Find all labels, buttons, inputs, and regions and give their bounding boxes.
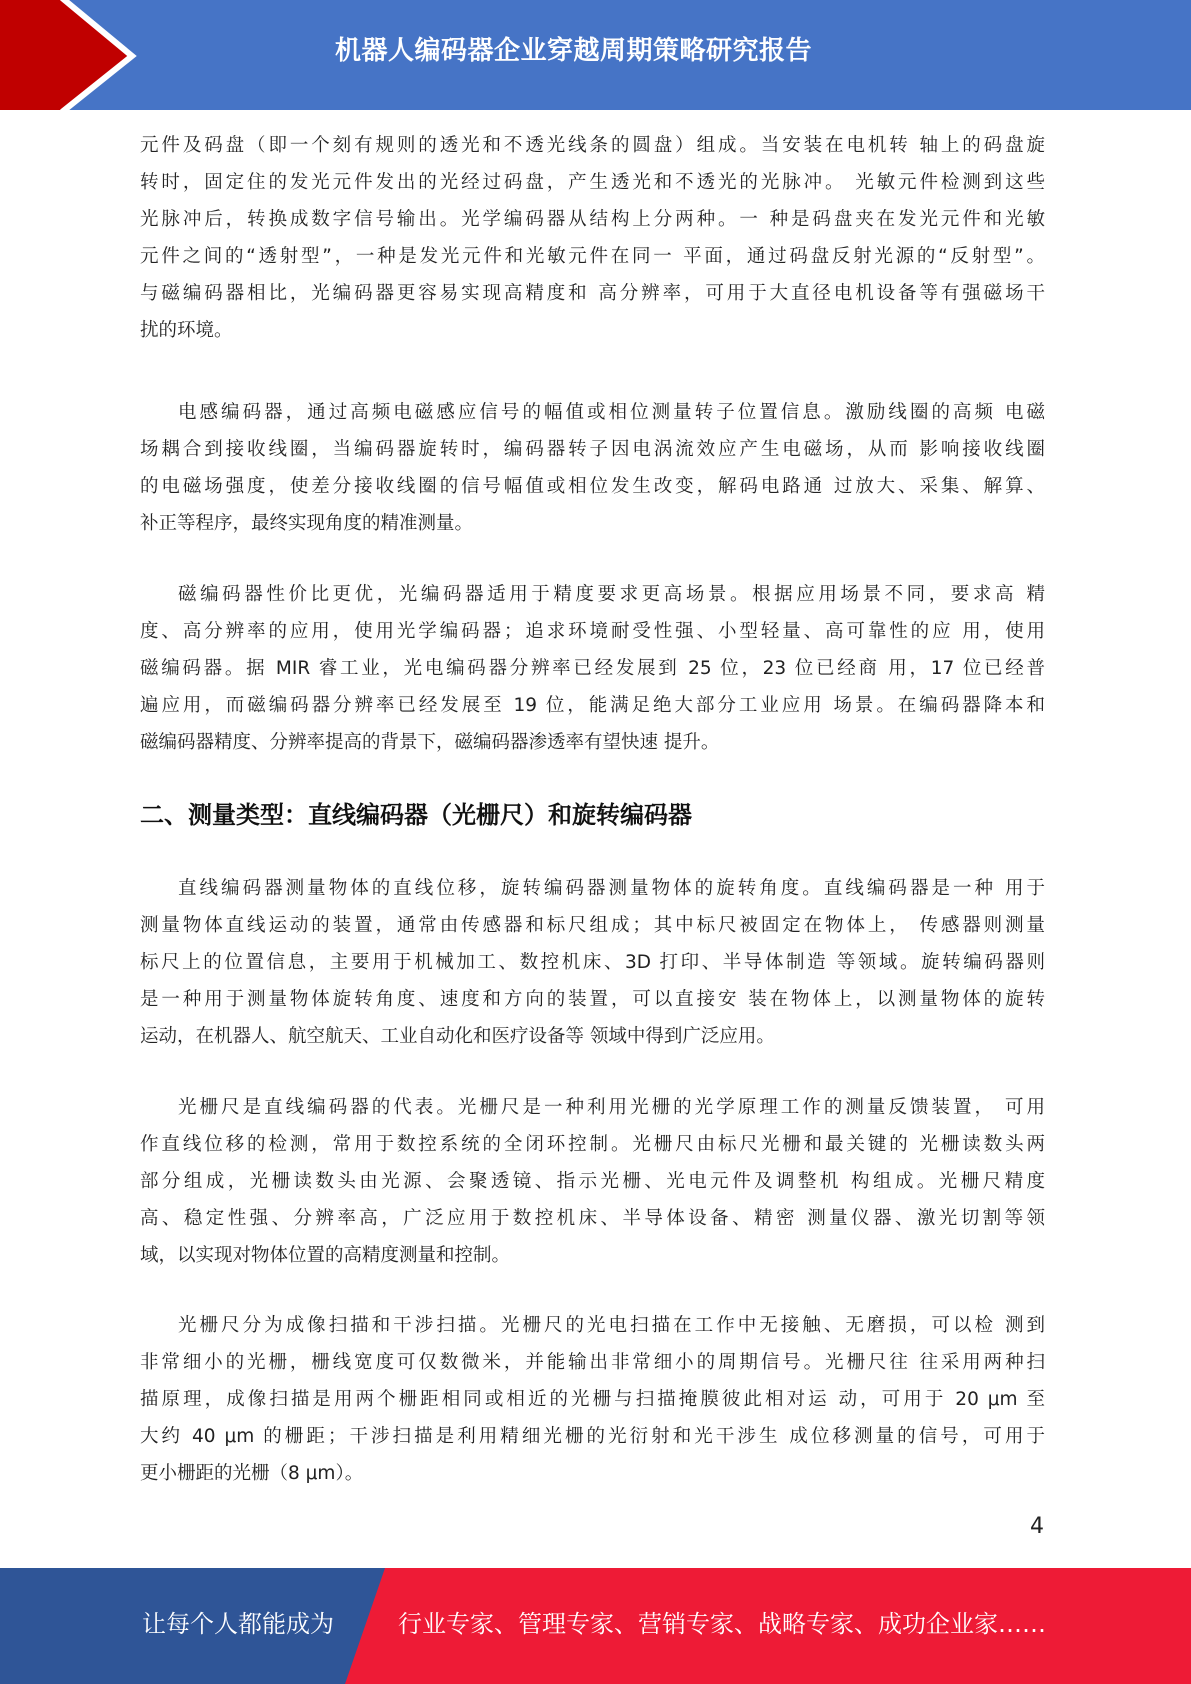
page-footer <box>0 1568 1191 1684</box>
text-line: 标尺上的位置信息，主要用于机械加工、数控机床、3D 打印、半导体制造 等领域。旋转编码器则 <box>140 952 1045 973</box>
footer-slogan-left: 让每个人都能成为 <box>142 1610 334 1638</box>
footer-slogan-right: 行业专家、管理专家、营销专家、战略专家、成功企业家…… <box>398 1610 1046 1638</box>
text-line: 更小栅距的光栅（8 μm）。 <box>140 1463 364 1484</box>
text-line: 元件及码盘（即一个刻有规则的透光和不透光线条的圆盘）组成。当安装在电机转 轴上的码盘旋 <box>140 135 1045 156</box>
paragraph <box>140 576 1045 761</box>
text-line: 磁编码器性价比更优，光编码器适用于精度要求更高场景。根据应用场景不同，要求高 精 <box>178 584 1045 605</box>
text-line: 补正等程序，最终实现角度的精准测量。 <box>140 513 474 534</box>
paragraph <box>140 127 1045 349</box>
text-line: 高、稳定性强、分辨率高，广泛应用于数控机床、半导体设备、精密 测量仪器、激光切割等领 <box>140 1208 1045 1229</box>
text-line: 大约 40 μm 的栅距；干涉扫描是利用精细光栅的光衍射和光干涉生 成位移测量的信号，可用于 <box>140 1426 1045 1447</box>
text-line: 转时，固定住的发光元件发出的光经过码盘，产生透光和不透光的光脉冲。 光敏元件检测到这些 <box>140 172 1045 193</box>
section-heading: 二、测量类型：直线编码器（光栅尺）和旋转编码器 <box>140 801 692 829</box>
text-line: 描原理，成像扫描是用两个栅距相同或相近的光栅与扫描掩膜彼此相对运 动，可用于 20 μm 至 <box>140 1389 1045 1410</box>
report-title: 机器人编码器企业穿越周期策略研究报告 <box>335 36 813 66</box>
page-number: 4 <box>1030 1514 1044 1539</box>
text-line: 非常细小的光栅，栅线宽度可仅数微米，并能输出非常细小的周期信号。光栅尺往 往采用两种扫 <box>140 1352 1045 1373</box>
text-line: 遍应用，而磁编码器分辨率已经发展至 19 位，能满足绝大部分工业应用 场景。在编码器降本和 <box>140 695 1045 716</box>
text-line: 度、高分辨率的应用，使用光学编码器；追求环境耐受性强、小型轻量、高可靠性的应 用，使用 <box>140 621 1045 642</box>
text-line: 磁编码器精度、分辨率提高的背景下，磁编码器渗透率有望快速 提升。 <box>140 732 720 753</box>
text-line: 扰的环境。 <box>140 320 233 341</box>
text-line: 是一种用于测量物体旋转角度、速度和方向的装置，可以直接安 装在物体上，以测量物体的旋转 <box>140 989 1045 1010</box>
paragraph <box>140 870 1045 1055</box>
text-line: 与磁编码器相比，光编码器更容易实现高精度和 高分辨率，可用于大直径电机设备等有强磁场干 <box>140 283 1045 304</box>
paragraph <box>140 1089 1045 1274</box>
header-arrow-decoration <box>0 0 180 110</box>
text-line: 作直线位移的检测，常用于数控系统的全闭环控制。光栅尺由标尺光栅和最关键的 光栅读数头两 <box>140 1134 1045 1155</box>
paragraph <box>140 394 1045 542</box>
text-line: 域，以实现对物体位置的高精度测量和控制。 <box>140 1245 511 1266</box>
text-line: 光栅尺是直线编码器的代表。光栅尺是一种利用光栅的光学原理工作的测量反馈装置， 可用 <box>178 1097 1045 1118</box>
text-line: 光脉冲后，转换成数字信号输出。光学编码器从结构上分两种。一 种是码盘夹在发光元件和光敏 <box>140 209 1045 230</box>
text-line: 运动，在机器人、航空航天、工业自动化和医疗设备等 领域中得到广泛应用。 <box>140 1026 775 1047</box>
page-header <box>0 0 1191 110</box>
text-line: 场耦合到接收线圈，当编码器旋转时，编码器转子因电涡流效应产生电磁场，从而 影响接收线圈 <box>140 439 1045 460</box>
text-line: 元件之间的“透射型”，一种是发光元件和光敏元件在同一 平面，通过码盘反射光源的“反射型”。 <box>140 246 1045 267</box>
text-line: 部分组成，光栅读数头由光源、会聚透镜、指示光栅、光电元件及调整机 构组成。光栅尺精度 <box>140 1171 1045 1192</box>
text-line: 直线编码器测量物体的直线位移，旋转编码器测量物体的旋转角度。直线编码器是一种 用于 <box>178 878 1045 899</box>
paragraph <box>140 1307 1045 1492</box>
text-line: 电感编码器，通过高频电磁感应信号的幅值或相位测量转子位置信息。激励线圈的高频 电磁 <box>178 402 1045 423</box>
text-line: 光栅尺分为成像扫描和干涉扫描。光栅尺的光电扫描在工作中无接触、无磨损，可以检 测到 <box>178 1315 1045 1336</box>
text-line: 测量物体直线运动的装置，通常由传感器和标尺组成；其中标尺被固定在物体上， 传感器则测量 <box>140 915 1045 936</box>
text-line: 磁编码器。据 MIR 睿工业，光电编码器分辨率已经发展到 25 位，23 位已经商 用，17 位已经普 <box>140 658 1045 679</box>
text-line: 的电磁场强度，使差分接收线圈的信号幅值或相位发生改变，解码电路通 过放大、采集、解算、 <box>140 476 1045 497</box>
